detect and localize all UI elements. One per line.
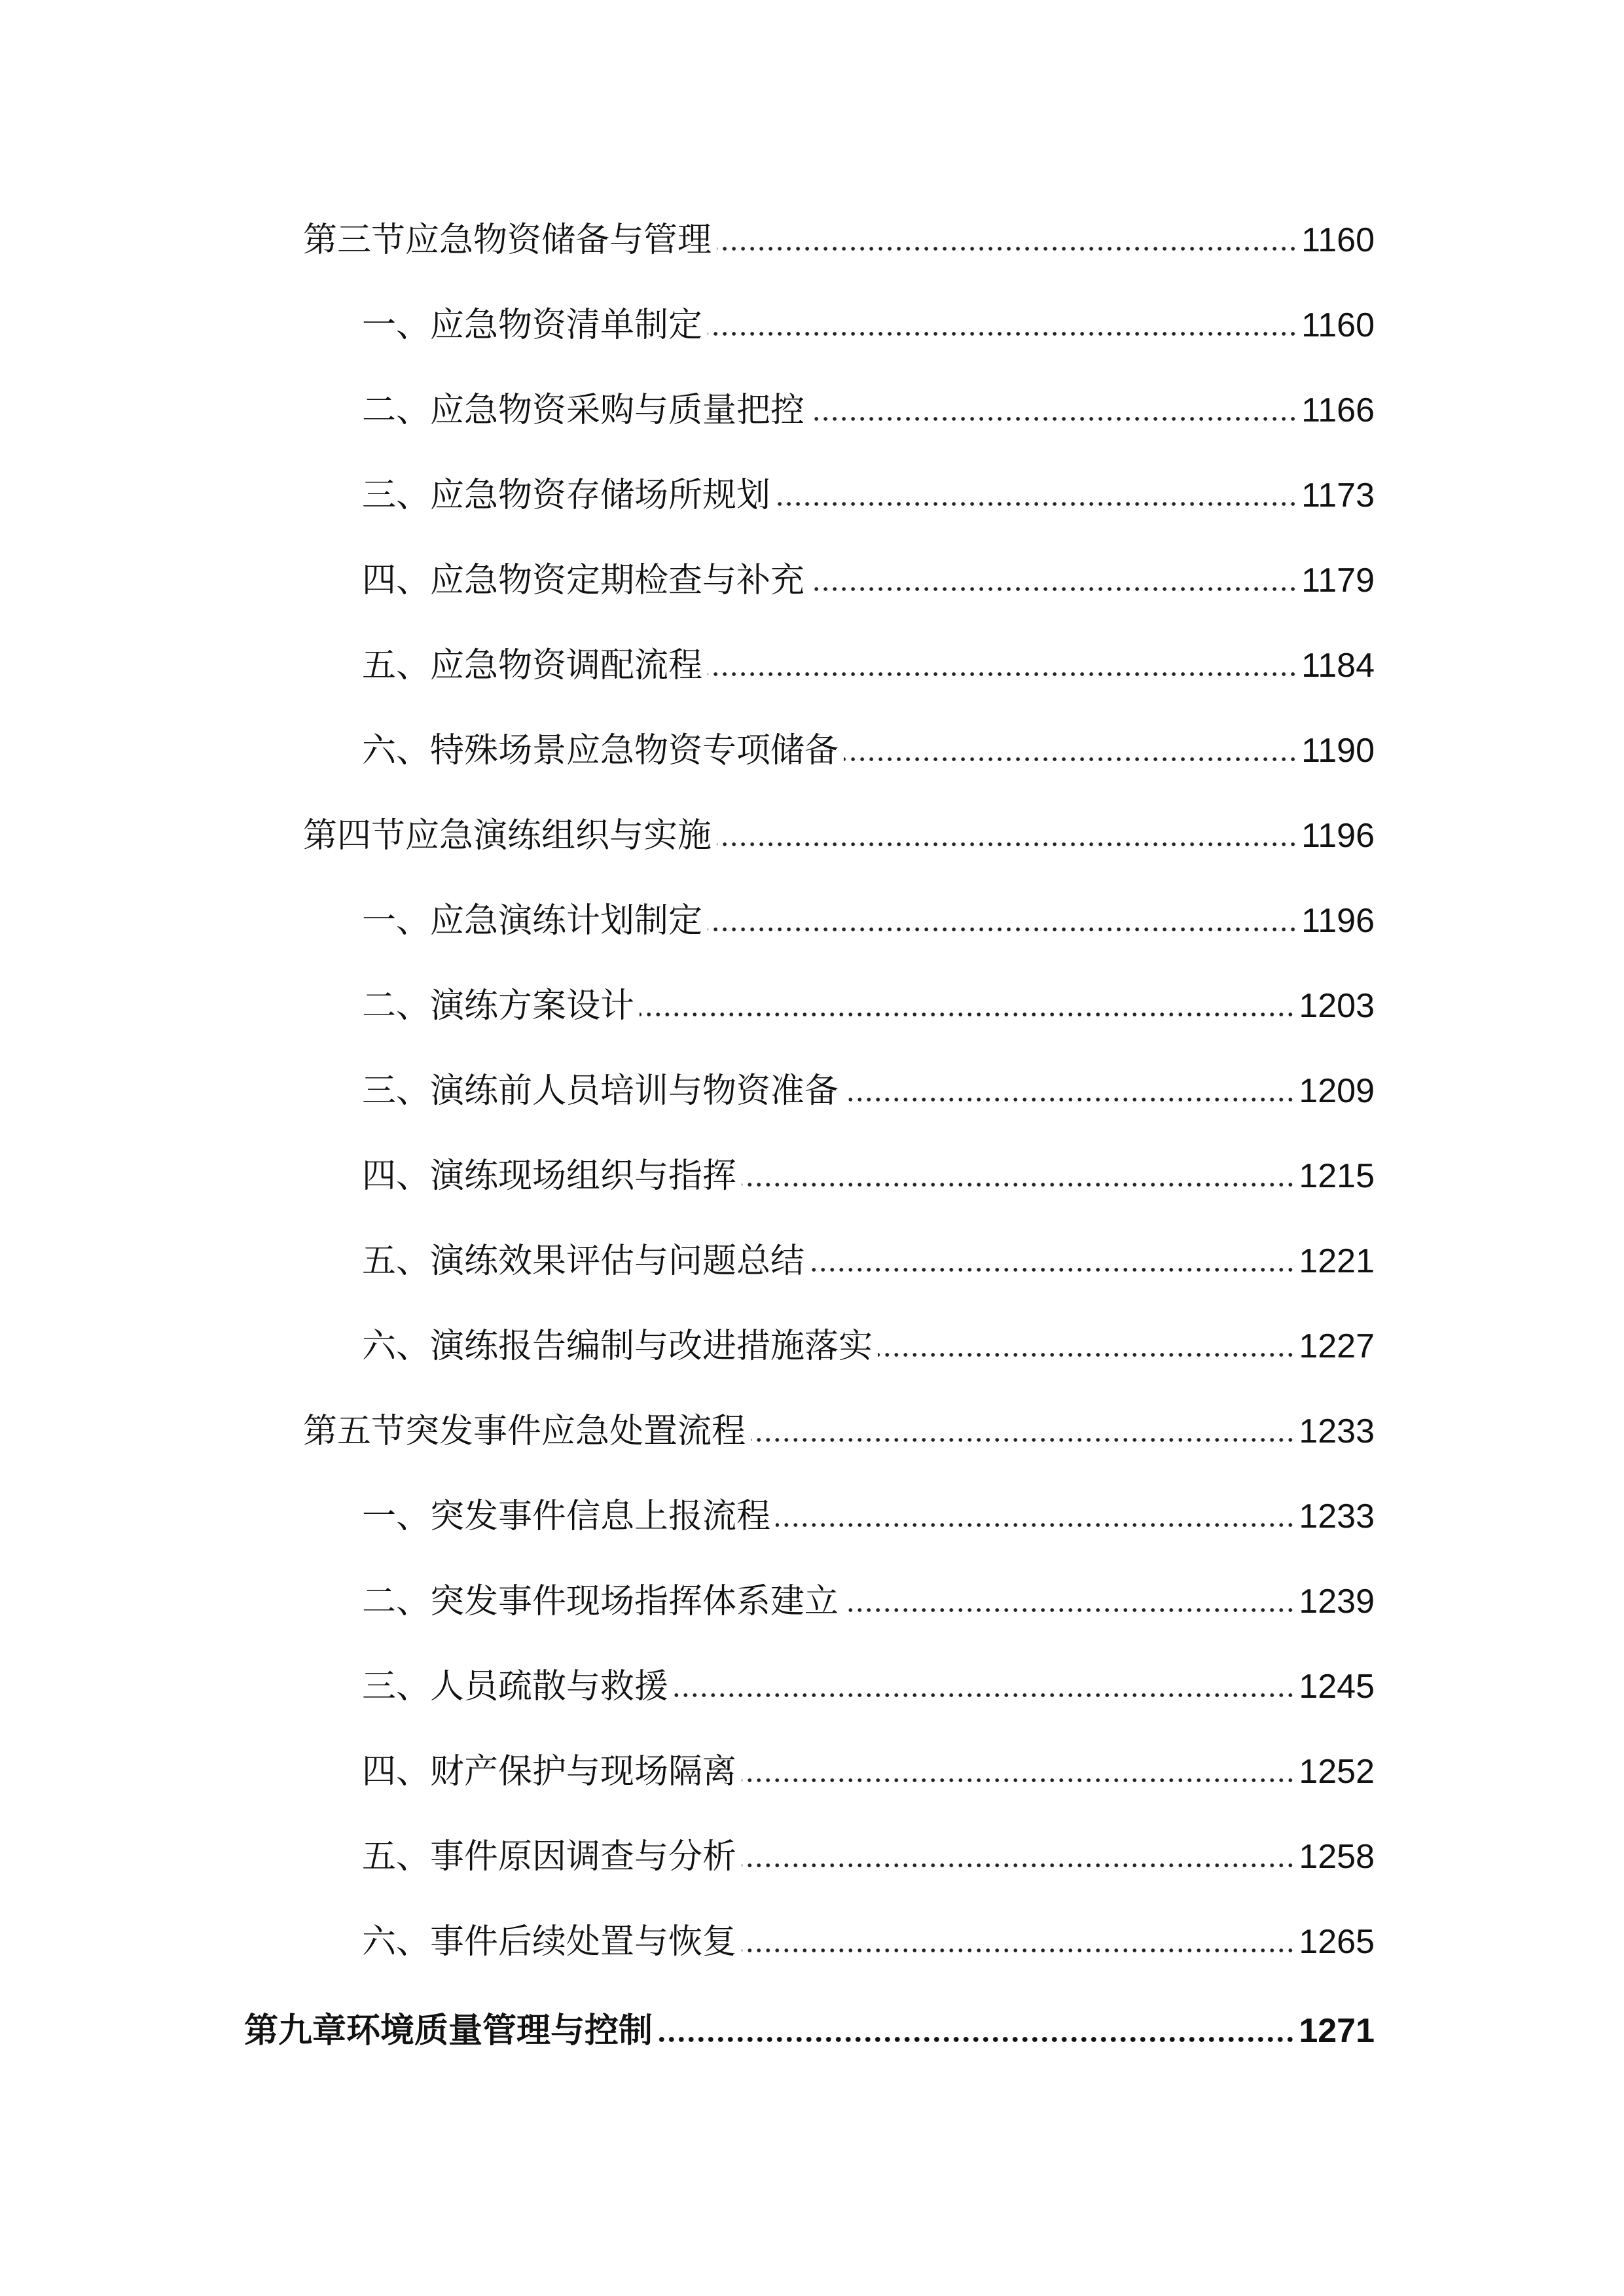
toc-entry-page: 1196 (1301, 817, 1375, 855)
toc-dot-leader (776, 1522, 1295, 1528)
toc-entry-title: 第九章环境质量管理与控制 (244, 2011, 653, 2051)
toc-entry[interactable] (362, 1150, 1375, 1202)
toc-dot-leader (742, 1862, 1295, 1869)
toc-entry-title: 第四节应急演练组织与实施 (303, 816, 712, 855)
toc-entry-page: 1209 (1299, 1072, 1375, 1110)
toc-entry-title: 六、演练报告编制与改进措施落实 (362, 1327, 873, 1366)
toc-entry[interactable] (362, 1575, 1375, 1628)
toc-entry-page: 1221 (1299, 1242, 1375, 1280)
toc-dot-leader (751, 1437, 1295, 1443)
toc-entry-page: 1179 (1301, 562, 1375, 600)
toc-dot-leader (717, 841, 1297, 848)
toc-dot-leader (708, 331, 1297, 337)
toc-entry[interactable] (362, 639, 1375, 692)
toc-entry[interactable] (362, 980, 1375, 1032)
toc-entry-page: 1196 (1301, 902, 1375, 940)
toc-entry-page: 1233 (1299, 1498, 1375, 1535)
toc-entry-page: 1190 (1301, 732, 1375, 770)
toc-dot-leader (844, 756, 1297, 762)
toc-entry-title: 三、人员疏散与救援 (362, 1667, 669, 1706)
toc-entry-title: 一、应急物资清单制定 (362, 306, 703, 345)
toc-dot-leader (742, 1777, 1295, 1784)
toc-entry-page: 1239 (1299, 1583, 1375, 1621)
toc-dot-leader (844, 1607, 1295, 1613)
toc-entry-page: 1166 (1301, 391, 1375, 429)
toc-entry-title: 第三节应急物资储备与管理 (303, 221, 712, 260)
toc-dot-leader (708, 926, 1297, 933)
toc-entry[interactable] (362, 1660, 1375, 1713)
toc-entry[interactable] (362, 1235, 1375, 1287)
toc-dot-leader (674, 1692, 1295, 1698)
toc-dot-leader (640, 1011, 1295, 1018)
toc-entry[interactable] (362, 554, 1375, 607)
toc-entry[interactable] (303, 214, 1375, 266)
toc-entry-title: 一、突发事件信息上报流程 (362, 1497, 771, 1536)
toc-dot-leader (742, 1181, 1295, 1188)
toc-entry-title: 六、事件后续处置与恢复 (362, 1922, 737, 1962)
toc-entry[interactable] (244, 2005, 1375, 2057)
toc-dot-leader (742, 1947, 1295, 1954)
toc-entry[interactable] (362, 1490, 1375, 1543)
toc-dot-leader (810, 1266, 1295, 1273)
toc-dot-leader (717, 245, 1297, 252)
toc-dot-leader (844, 1096, 1295, 1103)
toc-entry-page: 1258 (1299, 1838, 1375, 1876)
toc-entry[interactable] (303, 1405, 1375, 1458)
toc-dot-leader (810, 416, 1297, 422)
toc-entry-page: 1252 (1299, 1753, 1375, 1791)
toc-entry-page: 1203 (1299, 987, 1375, 1025)
toc-entry-title: 四、演练现场组织与指挥 (362, 1157, 737, 1196)
toc-entry-title: 第五节突发事件应急处置流程 (303, 1412, 746, 1451)
toc-entry[interactable] (362, 895, 1375, 947)
toc-entry[interactable] (362, 1916, 1375, 1968)
toc-entry-title: 五、应急物资调配流程 (362, 646, 703, 685)
toc-entry[interactable] (362, 725, 1375, 777)
toc-entry[interactable] (362, 299, 1375, 351)
toc-entry-title: 四、应急物资定期检查与补充 (362, 561, 805, 600)
toc-entry-title: 五、事件原因调查与分析 (362, 1837, 737, 1876)
toc-entry-page: 1271 (1299, 2012, 1375, 2050)
toc-entry-title: 一、应急演练计划制定 (362, 901, 703, 941)
toc-entry-page: 1227 (1299, 1327, 1375, 1365)
toc-entry-title: 六、特殊场景应急物资专项储备 (362, 731, 839, 770)
toc-dot-leader (658, 2036, 1295, 2043)
toc-entry[interactable] (362, 1746, 1375, 1798)
toc-dot-leader (776, 501, 1297, 507)
toc-entry-page: 1184 (1301, 647, 1375, 685)
toc-entry[interactable] (362, 469, 1375, 522)
toc-entry-title: 三、演练前人员培训与物资准备 (362, 1071, 839, 1111)
toc-entry-page: 1160 (1301, 306, 1375, 344)
toc-entry[interactable] (362, 1831, 1375, 1883)
toc-entry-page: 1173 (1301, 476, 1375, 514)
toc-entry-title: 二、突发事件现场指挥体系建立 (362, 1582, 839, 1621)
toc-entry-title: 二、演练方案设计 (362, 986, 635, 1026)
toc-entry-page: 1215 (1299, 1157, 1375, 1195)
toc-entry[interactable] (362, 1320, 1375, 1372)
toc-entry-page: 1233 (1299, 1412, 1375, 1450)
toc-entry[interactable] (362, 1065, 1375, 1117)
toc-entry-title: 二、应急物资采购与质量把控 (362, 391, 805, 430)
toc-entry-title: 四、财产保护与现场隔离 (362, 1752, 737, 1791)
toc-entry-title: 三、应急物资存储场所规划 (362, 476, 771, 515)
toc-entry-page: 1245 (1299, 1668, 1375, 1706)
toc-entry-page: 1160 (1301, 221, 1375, 259)
toc-entry[interactable] (303, 810, 1375, 862)
toc-entry-title: 五、演练效果评估与问题总结 (362, 1242, 805, 1281)
toc-dot-leader (878, 1352, 1295, 1358)
toc-entry-page: 1265 (1299, 1923, 1375, 1961)
toc-dot-leader (810, 586, 1297, 592)
toc-entry[interactable] (362, 384, 1375, 437)
toc-dot-leader (708, 671, 1297, 677)
